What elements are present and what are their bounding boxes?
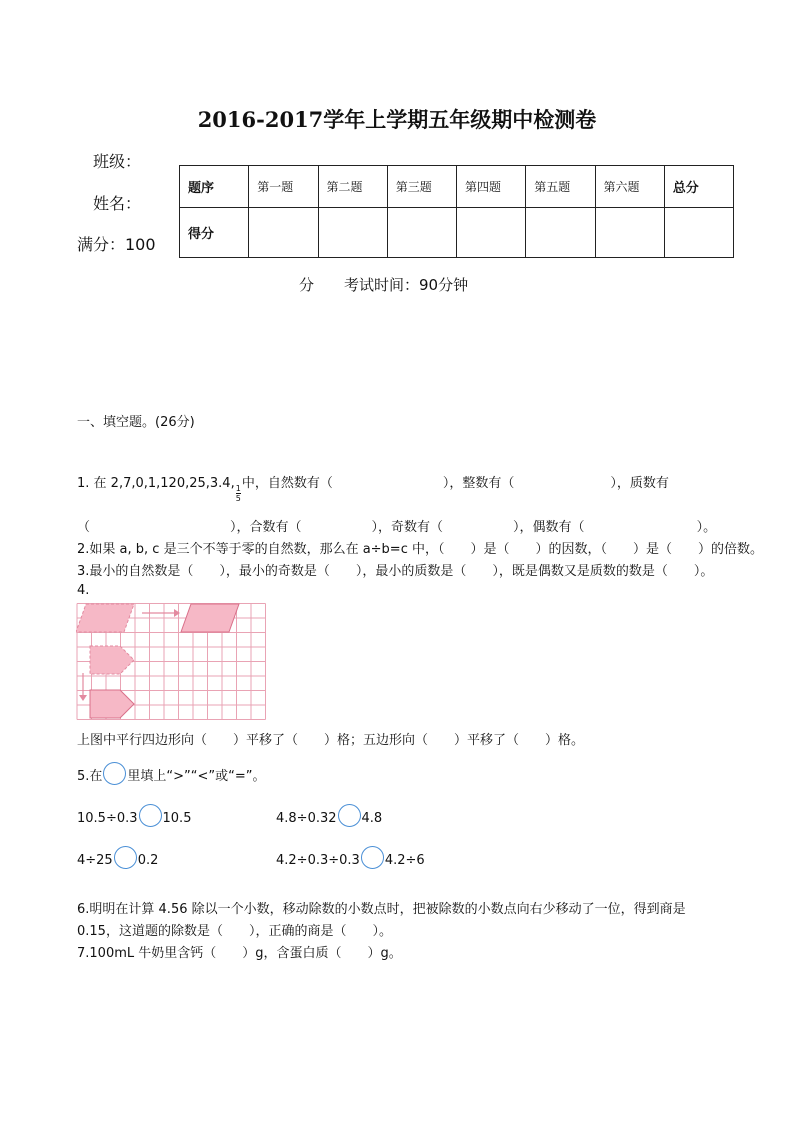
question-1-line-2: [77, 516, 716, 535]
compare-right: 0.2: [137, 853, 159, 868]
full-score-label: 满分：100: [77, 235, 156, 254]
q5-text-b: 里填上“>”“<”或“=”。: [127, 769, 266, 784]
compare-circle-input[interactable]: [361, 846, 384, 869]
question-6-line-2: 0.15，这道题的除数是（ ），正确的商是（ ）。: [77, 924, 392, 939]
score-header-cell: 第三题: [387, 166, 456, 208]
score-cell[interactable]: [318, 208, 387, 258]
question-4-number: 4.: [77, 583, 90, 598]
translation-grid-figure: [76, 603, 268, 723]
score-header-cell: 总分: [664, 166, 733, 208]
score-cell[interactable]: [387, 208, 456, 258]
parallelogram-original: [76, 604, 134, 632]
score-table: [179, 165, 734, 258]
compare-left: 4.2÷0.3÷0.3: [276, 853, 360, 868]
question-1-line-1: [77, 472, 717, 503]
compare-circle-input[interactable]: [139, 804, 162, 827]
q1-text-g: ），奇数有（: [371, 520, 444, 535]
compare-circle-input[interactable]: [114, 846, 137, 869]
score-cell[interactable]: [664, 208, 733, 258]
compare-left: 4÷25: [77, 853, 113, 868]
down-arrow-head: [79, 695, 87, 701]
compare-right: 4.8: [361, 811, 383, 826]
q1-text-b: 中，自然数有（: [241, 476, 333, 491]
compare-left: 10.5÷0.3: [77, 811, 138, 826]
exam-time-line: 分 考试时间：90分钟: [299, 276, 469, 294]
compare-left: 4.8÷0.32: [276, 811, 337, 826]
q1-text-c: ），整数有（: [442, 476, 515, 491]
score-cell[interactable]: [526, 208, 595, 258]
q5-text-a: 5.在: [77, 769, 103, 784]
question-6-line-1: 6.明明在计算 4.56 除以一个小数，移动除数的小数点时，把被除数的小数点向右少移动了一位，得到商是: [77, 902, 686, 917]
compare-item-4: [276, 846, 425, 869]
parallelogram-moved: [181, 604, 239, 632]
fraction: [236, 484, 241, 503]
score-table-score-row: [180, 208, 734, 258]
score-table-header-row: [180, 166, 734, 208]
compare-circle-input[interactable]: [338, 804, 361, 827]
score-header-cell: 第四题: [457, 166, 526, 208]
compare-right: 10.5: [162, 811, 192, 826]
score-header-cell: 第二题: [318, 166, 387, 208]
page-title: 2016-2017学年上学期五年级期中检测卷: [197, 107, 597, 132]
class-label: 班级：: [93, 152, 142, 171]
score-header-cell: 题序: [180, 166, 249, 208]
answer-circle-icon: [103, 762, 126, 785]
fraction-denominator: 5: [235, 494, 241, 503]
pentagon-original: [90, 646, 134, 674]
score-cell[interactable]: [595, 208, 664, 258]
question-3: 3.最小的自然数是（ ），最小的奇数是（ ），最小的质数是（ ），既是偶数又是质数的数是（ ）。: [77, 564, 714, 579]
section-fill-blank-heading: 一、填空题。(26分): [77, 415, 195, 430]
compare-item-3: [77, 846, 158, 869]
compare-right: 4.2÷6: [384, 853, 425, 868]
score-header-cell: 第六题: [595, 166, 664, 208]
pentagon-moved: [90, 690, 134, 718]
compare-item-2: [276, 804, 382, 827]
q1-text-a: 1. 在 2,7,0,1,120,25,3.4,: [77, 476, 235, 491]
compare-item-1: [77, 804, 191, 827]
score-row-label: 得分: [180, 208, 249, 258]
q1-text-f: ），合数有（: [230, 520, 302, 535]
score-cell[interactable]: [457, 208, 526, 258]
question-5-heading: [77, 762, 266, 785]
q1-text-h: ），偶数有（: [513, 520, 585, 535]
question-7: 7.100mL 牛奶里含钙（ ）g，含蛋白质（ ）g。: [77, 946, 402, 961]
q1-text-i: ）。: [696, 520, 717, 535]
name-label: 姓名：: [93, 194, 142, 213]
question-2: 2.如果 a, b, c 是三个不等于零的自然数，那么在 a÷b=c 中，（ ）是（ ）的因数，（ ）是（ ）的倍数。: [77, 542, 763, 557]
score-header-cell: 第五题: [526, 166, 595, 208]
question-4-text: 上图中平行四边形向（ ）平移了（ ）格；五边形向（ ）平移了（ ）格。: [77, 733, 585, 748]
q1-text-e: （: [77, 520, 91, 535]
score-header-cell: 第一题: [249, 166, 318, 208]
right-arrow-head: [174, 609, 180, 617]
fraction-numerator: 1: [235, 484, 241, 493]
score-cell[interactable]: [249, 208, 318, 258]
q1-text-d: ），质数有: [610, 476, 669, 491]
